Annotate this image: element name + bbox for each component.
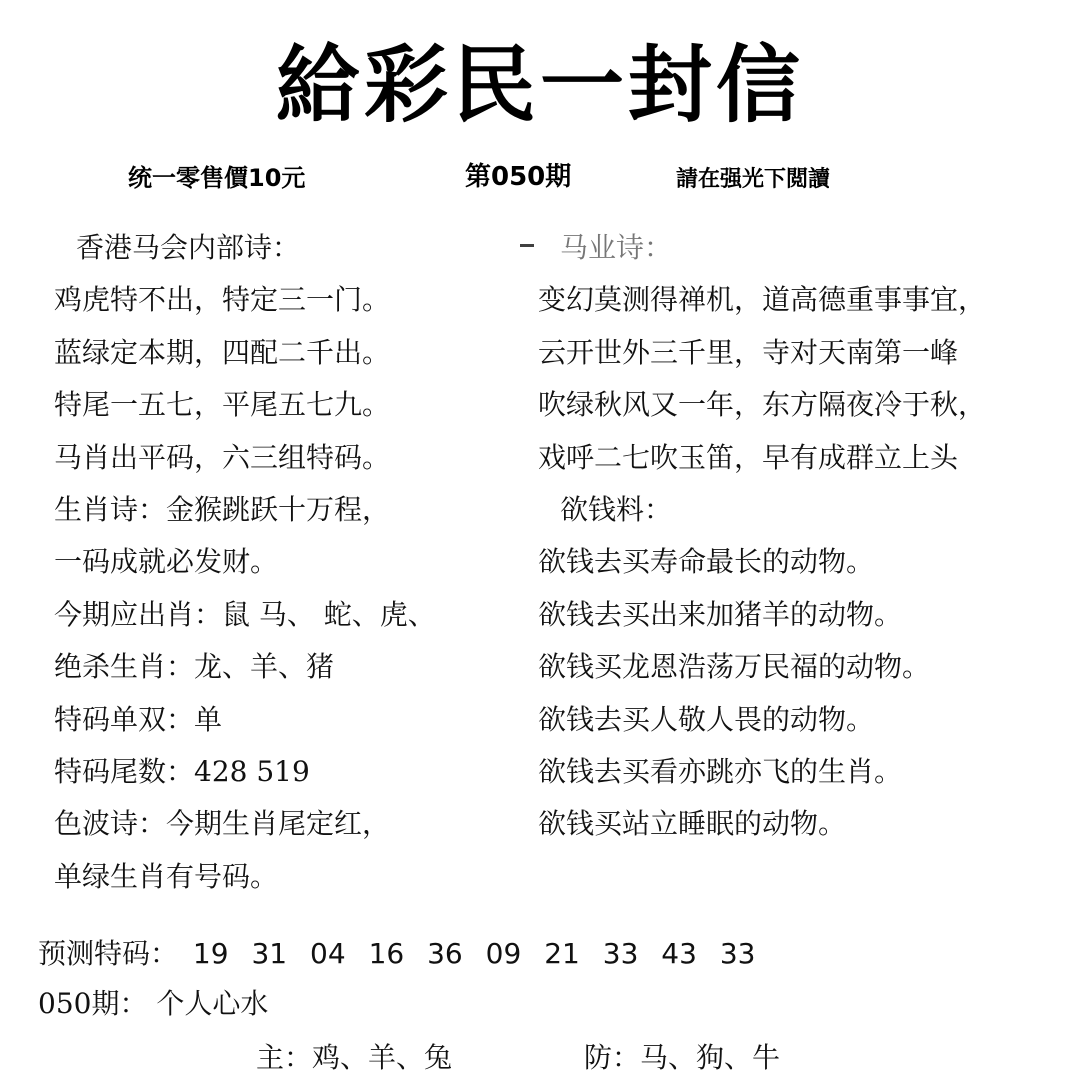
right-line: 欲钱去买寿命最长的动物。 — [538, 545, 875, 579]
right-heading-text: 马业诗： — [560, 231, 673, 264]
left-line: 单绿生肖有号码。 — [54, 859, 279, 893]
prediction-number: 31 — [251, 937, 288, 970]
issue-tip-line — [38, 982, 268, 1022]
right-line: 云开世外三千里，寺对天南第一峰 — [538, 335, 959, 369]
prediction-number: 43 — [661, 937, 697, 970]
right-line: 欲钱去买人敬人畏的动物。 — [538, 702, 875, 736]
right-line: 欲钱买龙恩浩荡万民福的动物。 — [538, 650, 931, 684]
reading-note: 請在强光下閲讀 — [676, 167, 831, 192]
dash-mark — [520, 244, 534, 247]
issue-number: 第050期 — [465, 162, 572, 192]
guard-picks: 防：马、狗、牛 — [584, 1041, 781, 1074]
left-line: 鸡虎特不出，特定三一门。 — [54, 283, 391, 317]
prediction-number: 36 — [427, 937, 463, 970]
prediction-number: 09 — [485, 937, 522, 970]
left-line: 特尾一五七，平尾五七九。 — [54, 388, 391, 422]
prediction-label: 预测特码： — [38, 937, 179, 970]
prediction-number: 19 — [192, 937, 229, 970]
main-picks: 主：鸡、羊、兔 — [256, 1041, 453, 1074]
right-line: 欲钱买站立睡眠的动物。 — [538, 807, 847, 841]
left-line: 蓝绿定本期，四配二千出。 — [54, 335, 391, 369]
right-column — [538, 222, 1058, 851]
left-line: 绝杀生肖：龙、羊、猪 — [54, 650, 335, 684]
left-heading: 香港马会内部诗： — [76, 231, 301, 264]
left-line: 一码成就必发财。 — [54, 545, 279, 579]
left-line: 生肖诗：金猴跳跃十万程， — [54, 492, 391, 526]
retail-price: 统一零售價10元 — [128, 164, 306, 192]
right-line: 戏呼二七吹玉笛，早有成群立上头 — [538, 440, 959, 474]
right-subheading: 欲钱料： — [560, 492, 673, 526]
right-heading — [538, 222, 1058, 274]
prediction-number: 33 — [602, 937, 639, 970]
prediction-line — [38, 932, 769, 972]
right-line: 欲钱去买看亦跳亦飞的生肖。 — [538, 754, 903, 788]
prediction-number: 33 — [719, 937, 756, 970]
issue-tip-label: 050期： — [38, 987, 148, 1020]
left-line: 色波诗：今期生肖尾定红， — [54, 807, 391, 841]
prediction-number: 21 — [544, 937, 580, 970]
prediction-number: 16 — [368, 937, 405, 970]
left-line: 特码尾数：428 519 — [54, 754, 310, 788]
right-line: 欲钱去买出来加猪羊的动物。 — [538, 597, 903, 631]
left-line: 特码单双：单 — [54, 702, 223, 736]
issue-tip-text: 个人心水 — [156, 987, 269, 1020]
right-line: 吹绿秋风又一年，东方隔夜冷于秋， — [538, 388, 987, 422]
page-title: 給彩民一封信 — [275, 36, 804, 134]
prediction-number: 04 — [310, 937, 346, 970]
left-line: 马肖出平码，六三组特码。 — [54, 440, 391, 474]
main-guard-line — [256, 1036, 780, 1076]
right-line: 变幻莫测得禅机，道高德重事事宜， — [538, 283, 987, 317]
left-line: 今期应出肖：鼠 马、 蛇、虎、 — [54, 597, 436, 631]
left-column — [54, 222, 524, 903]
